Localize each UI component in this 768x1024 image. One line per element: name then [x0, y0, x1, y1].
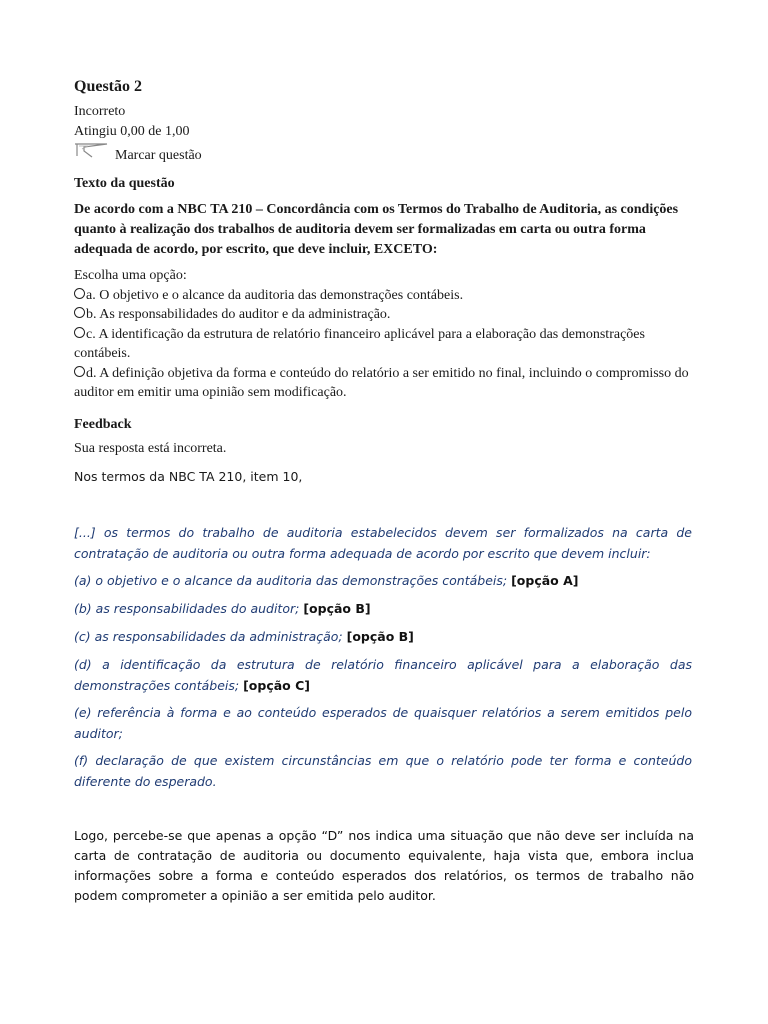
answer-options: [74, 266, 694, 403]
option-a-label: a. O objetivo e o alcance da auditoria das demonstrações contábeis.: [86, 287, 464, 303]
quote-item-c-text: (c) as responsabilidades da administração;: [74, 629, 343, 644]
option-b[interactable]: [74, 305, 694, 325]
radio-icon[interactable]: [74, 327, 85, 338]
quote-item-a-tag: [opção A]: [511, 573, 579, 588]
quote-item-d: [74, 654, 692, 696]
feedback-heading: Feedback: [74, 417, 132, 432]
flag-question-link[interactable]: Marcar questão: [115, 148, 202, 163]
quote-item-c-tag: [opção B]: [346, 629, 414, 644]
quote-item-b-text: (b) as responsabilidades do auditor;: [74, 601, 300, 616]
option-d-label: d. A definição objetiva da forma e conteúdo do relatório a ser emitido no final, incluindo o compromisso do auditor em emitir uma opinião sem modificação.: [74, 365, 689, 400]
options-prompt: Escolha uma opção:: [74, 268, 187, 283]
question-score: Atingiu 0,00 de 1,00: [74, 124, 190, 139]
option-b-label: b. As responsabilidades do auditor e da administração.: [86, 307, 391, 322]
question-status: Incorreto: [74, 104, 126, 119]
radio-icon[interactable]: [74, 366, 85, 377]
feedback-conclusion: Logo, percebe-se que apenas a opção “D” nos indica uma situação que não deve ser incluída na carta de contratação de auditoria ou documento equivalente, haja vista que, embora inclua informações sobre a forma e conteúdo esperados dos relatórios, os termos de trabalho não podem comprometer a opinião a ser emitida pelo auditor.: [74, 828, 694, 903]
option-c-label: c. A identificação da estrutura de relatório financeiro aplicável para a elaboração das demonstrações contábeis.: [74, 326, 645, 361]
question-text: De acordo com a NBC TA 210 – Concordância com os Termos do Trabalho de Auditoria, as condições quanto à realização dos trabalhos de auditoria devem ser formalizadas em carta ou outra forma adequada de acordo, por escrito, que deve incluir, EXCETO:: [74, 202, 679, 257]
quote-item-f: (f) declaração de que existem circunstâncias em que o relatório pode ter forma e conteúdo diferente do esperado.: [74, 753, 692, 789]
question-text-heading: Texto da questão: [74, 176, 175, 191]
quote-item-a-text: (a) o objetivo e o alcance da auditoria das demonstrações contábeis;: [74, 573, 508, 588]
option-c[interactable]: [74, 325, 694, 364]
quote-intro: [...] os termos do trabalho de auditoria estabelecidos devem ser formalizados na carta de contratação de auditoria ou outra forma adequada de acordo por escrito que devem incluir:: [74, 525, 692, 561]
quote-item-d-text: (d) a identificação da estrutura de relatório financeiro aplicável para a elaboração das demonstrações contábeis;: [74, 657, 692, 693]
quote-item-c: [74, 626, 692, 647]
quote-item-a: [74, 570, 692, 591]
option-a[interactable]: [74, 286, 694, 306]
quote-item-e: (e) referência à forma e ao conteúdo esperados de quaisquer relatórios a serem emitidos pelo auditor;: [74, 705, 692, 741]
feedback-intro: Nos termos da NBC TA 210, item 10,: [74, 469, 303, 484]
option-d[interactable]: [74, 364, 694, 403]
question-title: Questão 2: [74, 78, 142, 95]
radio-icon[interactable]: [74, 307, 85, 318]
flag-icon[interactable]: [74, 142, 108, 158]
quote-item-d-tag: [opção C]: [243, 678, 311, 693]
quote-item-b-tag: [opção B]: [303, 601, 371, 616]
quote-item-b: [74, 598, 692, 619]
feedback-result: Sua resposta está incorreta.: [74, 441, 227, 456]
radio-icon[interactable]: [74, 288, 85, 299]
